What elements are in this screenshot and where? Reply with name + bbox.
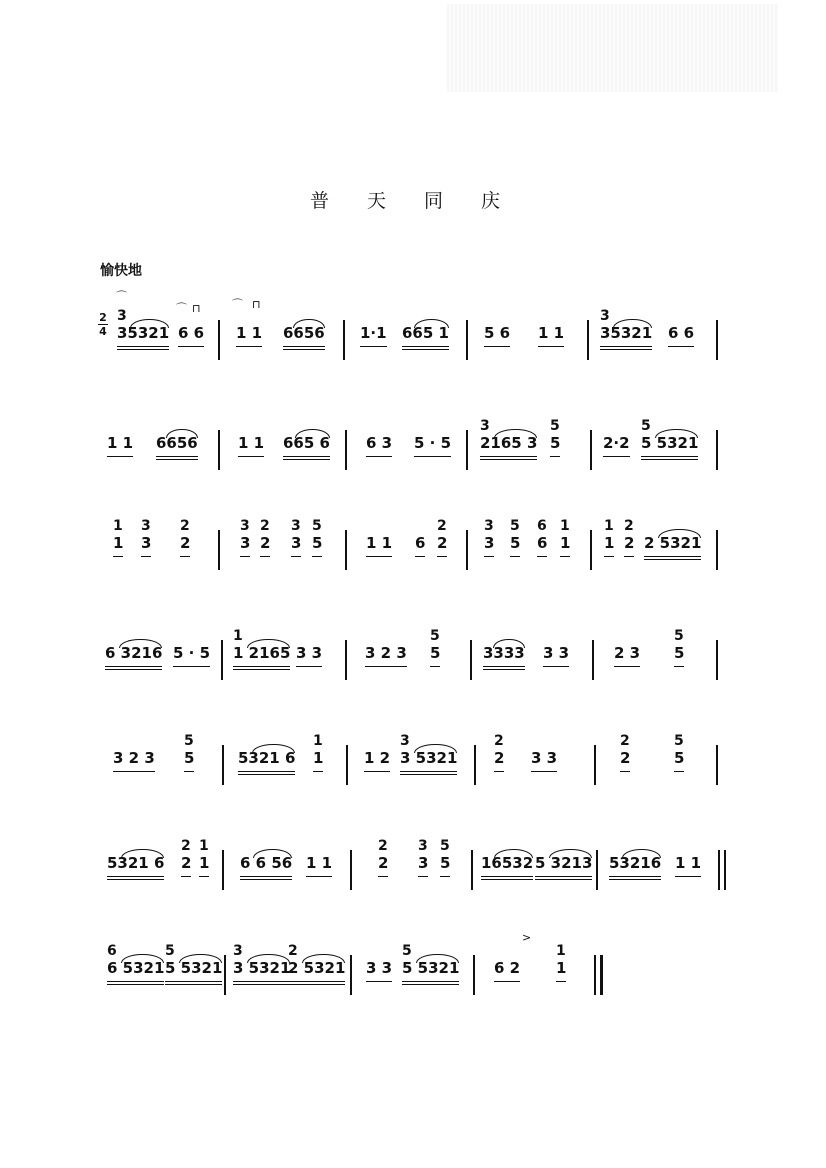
melody-notes: 1 2 bbox=[364, 749, 391, 767]
duration-underline bbox=[624, 556, 634, 557]
duration-underline bbox=[236, 346, 262, 347]
duration-underline bbox=[313, 771, 323, 772]
upper-voice-note: 1 bbox=[233, 628, 243, 644]
barline bbox=[716, 640, 718, 680]
melody-notes: 3 bbox=[240, 534, 251, 552]
upper-voice-note: 5 bbox=[641, 418, 651, 434]
melody-notes: 3 3 bbox=[366, 959, 393, 977]
melody-notes: 35321 bbox=[600, 324, 653, 342]
duration-underline bbox=[283, 459, 330, 460]
upper-voice-note: 5 bbox=[312, 518, 322, 534]
barline bbox=[345, 430, 347, 470]
slur bbox=[119, 639, 161, 648]
duration-underline bbox=[306, 876, 332, 877]
barline bbox=[466, 530, 468, 570]
slur bbox=[293, 319, 324, 328]
melody-notes: 6 3 bbox=[366, 434, 393, 452]
duration-underline bbox=[173, 666, 210, 667]
melody-notes: 3 3 bbox=[296, 644, 323, 662]
melody-notes: 3 bbox=[291, 534, 302, 552]
upper-voice-note: 3 bbox=[291, 518, 301, 534]
melody-notes: 6 6 bbox=[178, 324, 205, 342]
upper-voice-note: 3 bbox=[233, 943, 243, 959]
upper-voice-note: 5 bbox=[440, 838, 450, 854]
barline bbox=[466, 430, 468, 470]
melody-notes: 2 bbox=[624, 534, 635, 552]
duration-underline bbox=[107, 984, 164, 985]
melody-notes: 1 bbox=[556, 959, 567, 977]
barline bbox=[474, 745, 476, 785]
slur bbox=[253, 849, 292, 858]
duration-underline bbox=[233, 666, 290, 667]
duration-underline bbox=[560, 556, 570, 557]
duration-underline bbox=[113, 771, 155, 772]
duration-underline bbox=[240, 876, 292, 877]
time-signature bbox=[98, 312, 108, 337]
duration-underline bbox=[543, 666, 569, 667]
melody-notes: 2·2 bbox=[603, 434, 630, 452]
melody-notes: 5 5321 bbox=[165, 959, 223, 977]
duration-underline bbox=[603, 456, 630, 457]
slur bbox=[494, 849, 533, 858]
upper-voice-note: 3 bbox=[484, 518, 494, 534]
melody-notes: 5 bbox=[440, 854, 451, 872]
duration-underline bbox=[364, 771, 390, 772]
upper-voice-note: 2 bbox=[620, 733, 630, 749]
melody-notes: 5 bbox=[510, 534, 521, 552]
barline bbox=[218, 430, 220, 470]
slur bbox=[613, 319, 652, 328]
melody-notes: 3333 bbox=[483, 644, 525, 662]
duration-underline bbox=[484, 346, 510, 347]
melody-notes: 5 3213 bbox=[535, 854, 593, 872]
slur bbox=[121, 954, 163, 963]
duration-underline bbox=[366, 456, 392, 457]
duration-underline bbox=[107, 981, 164, 982]
double-barline bbox=[718, 850, 720, 890]
duration-underline bbox=[556, 981, 566, 982]
upper-voice-note: 5 bbox=[550, 418, 560, 434]
melody-notes: 5321 6 bbox=[107, 854, 165, 872]
upper-voice-note: 1 bbox=[199, 838, 209, 854]
bow-up-icon: ⊓ bbox=[252, 298, 261, 311]
upper-voice-note: 2 bbox=[378, 838, 388, 854]
melody-notes: 5 5321 bbox=[641, 434, 699, 452]
barline bbox=[345, 640, 347, 680]
duration-underline bbox=[494, 981, 520, 982]
duration-underline bbox=[402, 346, 449, 347]
duration-underline bbox=[283, 456, 330, 457]
duration-underline bbox=[233, 981, 290, 982]
melody-notes: 1 1 bbox=[366, 534, 393, 552]
barline bbox=[716, 745, 718, 785]
duration-underline bbox=[365, 666, 407, 667]
barline bbox=[594, 745, 596, 785]
upper-voice-note: 2 bbox=[624, 518, 634, 534]
upper-voice-note: 1 bbox=[113, 518, 123, 534]
duration-underline bbox=[156, 456, 198, 457]
barline bbox=[590, 530, 592, 570]
duration-underline bbox=[178, 346, 204, 347]
upper-voice-note: 2 bbox=[260, 518, 270, 534]
barline bbox=[346, 745, 348, 785]
barline bbox=[471, 850, 473, 890]
slur bbox=[252, 744, 294, 753]
upper-voice-note: 3 bbox=[400, 733, 410, 749]
duration-underline bbox=[402, 984, 459, 985]
melody-notes: 6 6 56 bbox=[240, 854, 293, 872]
duration-underline bbox=[283, 346, 325, 347]
upper-voice-note: 5 bbox=[184, 733, 194, 749]
duration-underline bbox=[402, 981, 459, 982]
melody-notes: 6 5321 bbox=[107, 959, 165, 977]
slur bbox=[130, 319, 169, 328]
melody-notes: 3 5321 bbox=[400, 749, 458, 767]
duration-underline bbox=[644, 556, 701, 557]
duration-underline bbox=[312, 556, 322, 557]
melody-notes: 5 5321 bbox=[402, 959, 460, 977]
duration-underline bbox=[641, 456, 698, 457]
slur bbox=[295, 429, 330, 438]
duration-underline bbox=[510, 556, 520, 557]
upper-voice-note: 2 bbox=[494, 733, 504, 749]
melody-notes: 1 1 bbox=[236, 324, 263, 342]
duration-underline bbox=[481, 876, 533, 877]
barline bbox=[218, 320, 220, 360]
duration-underline bbox=[531, 771, 557, 772]
melody-notes: 665 1 bbox=[402, 324, 449, 342]
final-barline bbox=[594, 955, 596, 995]
duration-underline bbox=[366, 981, 392, 982]
melody-notes: 665 6 bbox=[283, 434, 330, 452]
upper-voice-note: 3 bbox=[240, 518, 250, 534]
duration-underline bbox=[117, 349, 169, 350]
duration-underline bbox=[107, 456, 133, 457]
duration-underline bbox=[641, 459, 698, 460]
melody-notes: 5 bbox=[550, 434, 561, 452]
duration-underline bbox=[238, 771, 295, 772]
melody-notes: 3 bbox=[484, 534, 495, 552]
melody-notes: 5 · 5 bbox=[414, 434, 452, 452]
barline bbox=[221, 640, 223, 680]
duration-underline bbox=[437, 556, 447, 557]
duration-underline bbox=[609, 879, 661, 880]
duration-underline bbox=[107, 879, 164, 880]
duration-underline bbox=[600, 346, 652, 347]
melody-notes: 2 5321 bbox=[288, 959, 346, 977]
duration-underline bbox=[538, 346, 564, 347]
melody-notes: 2 3 bbox=[614, 644, 641, 662]
duration-underline bbox=[614, 666, 640, 667]
duration-underline bbox=[296, 666, 322, 667]
barline bbox=[350, 850, 352, 890]
duration-underline bbox=[181, 876, 191, 877]
time-signature-top: 2 bbox=[99, 311, 107, 324]
barline bbox=[466, 320, 468, 360]
barline bbox=[224, 955, 226, 995]
duration-underline bbox=[291, 556, 301, 557]
duration-underline bbox=[600, 349, 652, 350]
time-signature-bottom: 4 bbox=[99, 325, 107, 338]
barline bbox=[716, 530, 718, 570]
scan-artifact bbox=[447, 4, 778, 92]
fermata-icon: ⌒ bbox=[116, 290, 127, 303]
melody-notes: 3 3 bbox=[531, 749, 558, 767]
duration-underline bbox=[105, 666, 162, 667]
melody-notes: 5 bbox=[674, 749, 685, 767]
slur bbox=[416, 954, 458, 963]
duration-underline bbox=[418, 876, 428, 877]
melody-notes: 5321 6 bbox=[238, 749, 296, 767]
slur bbox=[302, 954, 344, 963]
melody-notes: 2 bbox=[180, 534, 191, 552]
melody-notes: 1 1 bbox=[675, 854, 702, 872]
melody-notes: 5 bbox=[184, 749, 195, 767]
upper-voice-note: 5 bbox=[165, 943, 175, 959]
barline bbox=[596, 850, 598, 890]
melody-notes: 1 bbox=[560, 534, 571, 552]
duration-underline bbox=[141, 556, 151, 557]
barline bbox=[222, 745, 224, 785]
duration-underline bbox=[117, 346, 169, 347]
barline bbox=[590, 430, 592, 470]
melody-notes: 1 bbox=[313, 749, 324, 767]
melody-notes: 5 6 bbox=[484, 324, 511, 342]
duration-underline bbox=[480, 459, 537, 460]
duration-underline bbox=[483, 669, 525, 670]
melody-notes: 5 bbox=[674, 644, 685, 662]
slur bbox=[179, 954, 221, 963]
duration-underline bbox=[550, 456, 560, 457]
barline bbox=[592, 640, 594, 680]
melody-notes: 1 bbox=[113, 534, 124, 552]
upper-voice-note: 2 bbox=[437, 518, 447, 534]
duration-underline bbox=[180, 556, 190, 557]
duration-underline bbox=[184, 771, 194, 772]
fermata-icon: ⌒ bbox=[232, 298, 243, 311]
duration-underline bbox=[107, 876, 164, 877]
barline bbox=[218, 530, 220, 570]
melody-notes: 2 bbox=[260, 534, 271, 552]
upper-voice-note: 3 bbox=[117, 308, 127, 324]
duration-underline bbox=[674, 771, 684, 772]
duration-underline bbox=[415, 556, 425, 557]
melody-notes: 3 2 3 bbox=[113, 749, 155, 767]
duration-underline bbox=[668, 346, 694, 347]
upper-voice-note: 2 bbox=[180, 518, 190, 534]
slur bbox=[549, 849, 591, 858]
duration-underline bbox=[674, 666, 684, 667]
barline bbox=[350, 955, 352, 995]
duration-underline bbox=[233, 669, 290, 670]
duration-underline bbox=[165, 984, 222, 985]
duration-underline bbox=[620, 771, 630, 772]
duration-underline bbox=[156, 459, 198, 460]
duration-underline bbox=[400, 774, 457, 775]
melody-notes: 1 1 bbox=[306, 854, 333, 872]
duration-underline bbox=[283, 349, 325, 350]
melody-notes: 16532 bbox=[481, 854, 534, 872]
melody-notes: 2 bbox=[378, 854, 389, 872]
duration-underline bbox=[430, 666, 440, 667]
upper-voice-note: 6 bbox=[107, 943, 117, 959]
melody-notes: 6 bbox=[537, 534, 548, 552]
melody-notes: 1·1 bbox=[360, 324, 387, 342]
barline bbox=[587, 320, 589, 360]
duration-underline bbox=[378, 876, 388, 877]
slur bbox=[414, 319, 449, 328]
upper-voice-note: 5 bbox=[674, 733, 684, 749]
melody-notes: 6 2 bbox=[494, 959, 521, 977]
page-title: 普 天 同 庆 bbox=[309, 190, 517, 212]
duration-underline bbox=[199, 876, 209, 877]
upper-voice-note: 5 bbox=[430, 628, 440, 644]
duration-underline bbox=[360, 346, 387, 347]
duration-underline bbox=[238, 456, 264, 457]
upper-voice-note: 1 bbox=[313, 733, 323, 749]
melody-notes: 3 bbox=[418, 854, 429, 872]
upper-voice-note: 1 bbox=[556, 943, 566, 959]
slur bbox=[166, 429, 197, 438]
barline bbox=[222, 850, 224, 890]
barline bbox=[470, 640, 472, 680]
melody-notes: 1 1 bbox=[238, 434, 265, 452]
slur bbox=[493, 639, 524, 648]
upper-voice-note: 2 bbox=[288, 943, 298, 959]
duration-underline bbox=[484, 556, 494, 557]
upper-voice-note: 5 bbox=[674, 628, 684, 644]
duration-underline bbox=[609, 876, 661, 877]
duration-underline bbox=[644, 559, 701, 560]
duration-underline bbox=[537, 556, 547, 557]
melody-notes: 2 5321 bbox=[644, 534, 702, 552]
slur bbox=[622, 849, 661, 858]
melody-notes: 2165 3 bbox=[480, 434, 538, 452]
upper-voice-note: 3 bbox=[141, 518, 151, 534]
accent-mark-icon: > bbox=[522, 931, 532, 944]
melody-notes: 6 3216 bbox=[105, 644, 163, 662]
duration-underline bbox=[105, 669, 162, 670]
melody-notes: 3 5321 bbox=[233, 959, 291, 977]
upper-voice-note: 5 bbox=[510, 518, 520, 534]
melody-notes: 5 · 5 bbox=[173, 644, 211, 662]
slur bbox=[414, 744, 456, 753]
melody-notes: 3 3 bbox=[543, 644, 570, 662]
melody-notes: 1 2165 bbox=[233, 644, 291, 662]
melody-notes: 1 bbox=[604, 534, 615, 552]
fermata-icon: ⌒ bbox=[176, 302, 187, 315]
melody-notes: 6656 bbox=[283, 324, 325, 342]
tempo-marking: 愉快地 bbox=[100, 263, 142, 279]
barline bbox=[716, 430, 718, 470]
melody-notes: 1 bbox=[199, 854, 210, 872]
duration-underline bbox=[260, 556, 270, 557]
melody-notes: 5 bbox=[312, 534, 323, 552]
duration-underline bbox=[240, 556, 250, 557]
duration-underline bbox=[494, 771, 504, 772]
duration-underline bbox=[535, 879, 592, 880]
upper-voice-note: 5 bbox=[402, 943, 412, 959]
upper-voice-note: 2 bbox=[181, 838, 191, 854]
duration-underline bbox=[483, 666, 525, 667]
melody-notes: 2 bbox=[181, 854, 192, 872]
melody-notes: 35321 bbox=[117, 324, 170, 342]
duration-underline bbox=[165, 981, 222, 982]
melody-notes: 3 bbox=[141, 534, 152, 552]
slur bbox=[121, 849, 163, 858]
melody-notes: 53216 bbox=[609, 854, 662, 872]
upper-voice-note: 1 bbox=[560, 518, 570, 534]
barline bbox=[345, 530, 347, 570]
upper-voice-note: 3 bbox=[600, 308, 610, 324]
melody-notes: 2 bbox=[494, 749, 505, 767]
barline bbox=[716, 320, 718, 360]
duration-underline bbox=[240, 879, 292, 880]
duration-underline bbox=[480, 456, 537, 457]
melody-notes: 2 bbox=[437, 534, 448, 552]
duration-underline bbox=[675, 876, 701, 877]
melody-notes: 5 bbox=[430, 644, 441, 662]
duration-underline bbox=[400, 771, 457, 772]
upper-voice-note: 1 bbox=[604, 518, 614, 534]
melody-notes: 1 1 bbox=[107, 434, 134, 452]
melody-notes: 2 bbox=[620, 749, 631, 767]
slur bbox=[494, 429, 536, 438]
duration-underline bbox=[288, 984, 345, 985]
duration-underline bbox=[402, 349, 449, 350]
melody-notes: 6656 bbox=[156, 434, 198, 452]
duration-underline bbox=[481, 879, 533, 880]
upper-voice-note: 3 bbox=[418, 838, 428, 854]
bow-up-icon: ⊓ bbox=[192, 302, 201, 315]
duration-underline bbox=[366, 556, 392, 557]
barline bbox=[343, 320, 345, 360]
duration-underline bbox=[113, 556, 123, 557]
duration-underline bbox=[288, 981, 345, 982]
melody-notes: 1 1 bbox=[538, 324, 565, 342]
upper-voice-note: 3 bbox=[480, 418, 490, 434]
slur bbox=[247, 639, 289, 648]
melody-notes: 6 6 bbox=[668, 324, 695, 342]
duration-underline bbox=[535, 876, 592, 877]
slur bbox=[658, 529, 700, 538]
slur bbox=[655, 429, 697, 438]
duration-underline bbox=[238, 774, 295, 775]
barline bbox=[473, 955, 475, 995]
melody-notes: 6 bbox=[415, 534, 426, 552]
duration-underline bbox=[414, 456, 451, 457]
duration-underline bbox=[440, 876, 450, 877]
melody-notes: 3 2 3 bbox=[365, 644, 407, 662]
duration-underline bbox=[233, 984, 290, 985]
duration-underline bbox=[604, 556, 614, 557]
slur bbox=[247, 954, 289, 963]
upper-voice-note: 6 bbox=[537, 518, 547, 534]
